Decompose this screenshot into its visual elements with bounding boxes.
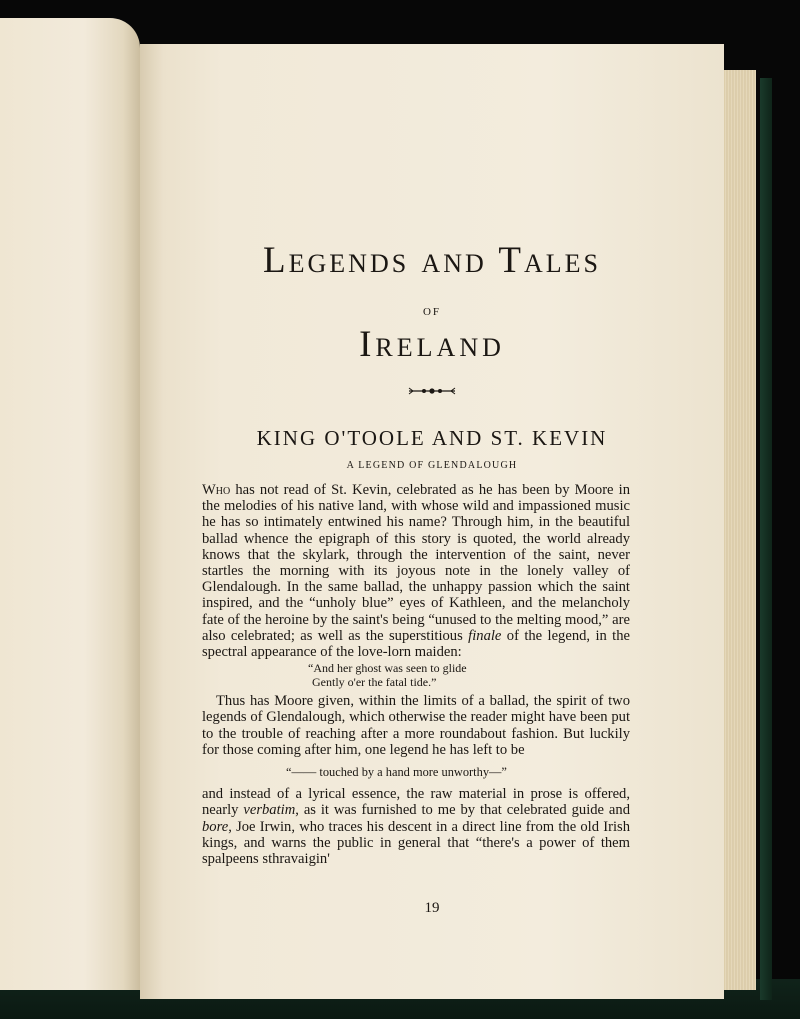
paragraph-1-text-b: of the legend, in the spectral appearance of the love-lorn maiden: <box>202 627 630 661</box>
book-title-line2: Ireland <box>359 324 505 365</box>
paragraph-3-text-c: , Joe Irwin, who traces his descent in a direct line from the old Irish kings, and warns the public in general that “there's a power of them spalpeens sthravaigin' <box>202 818 630 868</box>
paragraph-3-text-a: and instead of a lyrical essence, the raw material in prose is offered, nearly <box>202 786 630 819</box>
chapter-subtitle: A LEGEND OF GLENDALOUGH <box>346 460 518 471</box>
paragraph-3 <box>202 786 630 867</box>
ornament-icon <box>407 387 457 395</box>
paragraph-3-italic-2: bore <box>202 818 229 835</box>
paragraph-3-italic-1: verbatim <box>243 802 296 819</box>
inline-quote: “—— touched by a hand more unworthy—” <box>286 765 507 780</box>
right-page <box>140 44 724 999</box>
book-title-line1: Legends and Tales <box>263 240 601 281</box>
paragraph-1 <box>202 482 630 660</box>
paragraph-2: Thus has Moore given, within the limits of a ballad, the spirit of two legends of Glendalough, which otherwise the reader might have been put to the trouble of reaching after a more roundabout fashion. But luckily for those coming after him, one legend he has left to be <box>202 693 630 758</box>
book-cover-spine-right <box>760 78 772 1000</box>
paragraph-1-text-a: has not read of St. Kevin, celebrated as he has been by Moore in the melodies of his native land, with whose wild and impassioned music he has so intimately entwined his name? Through him, in the beautiful ballad whence the epigraph of this story is quoted, the world already knows that the skylark, through the intervention of the saint, never startles the morning with its joyous note in the lonely valley of Glendalough. In the same ballad, the unhappy passion which the saint inspired, and the “unholy blue” eyes of Kathleen, and the melancholy fate of the heroine by the saint's being “unused to the melting mood,” are also celebrated; as well as the superstitious <box>202 482 630 644</box>
paragraph-3-text-b: , as it was furnished to me by that celebrated guide and <box>295 802 630 819</box>
ornament-divider <box>140 380 724 399</box>
verse-quote <box>202 662 630 689</box>
body-text <box>202 482 630 867</box>
book-title-of: OF <box>422 306 442 318</box>
chapter-title: KING O'TOOLE AND ST. KEVIN <box>256 426 608 450</box>
verse-line-2: Gently o'er the fatal tide.” <box>312 674 437 689</box>
paragraph-1-italic: finale <box>468 627 502 644</box>
paragraph-1-first-word: Who <box>202 482 231 498</box>
left-page <box>0 18 140 990</box>
verse-line-1: “And her ghost was seen to glide <box>308 661 467 676</box>
page-number: 19 <box>424 900 440 916</box>
